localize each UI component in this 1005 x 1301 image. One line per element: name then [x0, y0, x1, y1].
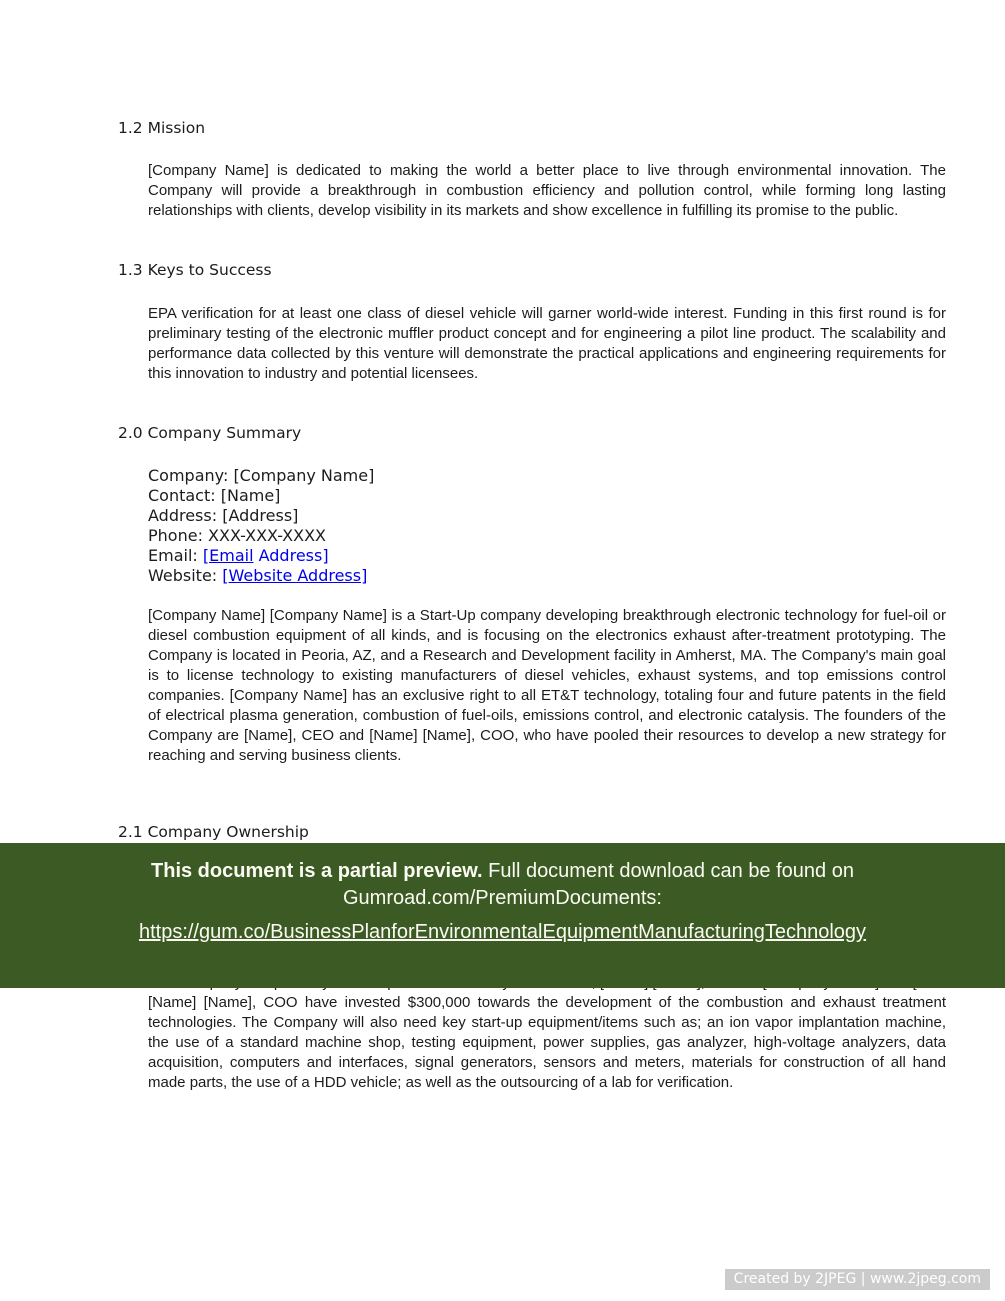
company-summary-paragraph: [Company Name] [Company Name] is a Start-Up company developing breakthrough electronic technology for fuel-oil or diesel combustion equipment of all kinds, and is focusing on the electronics exhaust after-treatment prototyping. The Company is located in Peoria, AZ, and a Research and Development facility in Amherst, MA. The Company's main goal is to license technology to existing manufacturers of diesel vehicles, exhaust systems, and top emissions control companies. [Company Name] has an exclusive right to all ET&T technology, totaling four and future patents in the field of electrical plasma generation, combustion of fuel-oils, emissions control, and electronic catalysis. The founders of the Company are [Name], CEO and [Name] [Name], COO, who have pooled their resources to develop a new strategy for reaching and serving business clients.	[148, 607, 946, 764]
mission-paragraph: [Company Name] is dedicated to making the world a better place to live through environmental innovation. The Company will provide a breakthrough in combustion efficiency and pollution control, while forming long lasting relationships with clients, develop visibility in its markets and show excellence in fulfilling its promise to the public.	[148, 162, 946, 219]
email-link-rest[interactable]: Address]	[258, 546, 329, 565]
section-heading-company-ownership: 2.1 Company Ownership	[118, 823, 309, 841]
preview-banner-line-1	[0, 858, 1005, 884]
email-link[interactable]: [Email	[202, 546, 254, 565]
email-label: Email:	[148, 546, 198, 565]
address-value: [Address]	[222, 506, 299, 525]
gumroad-link[interactable]: https://gum.co/BusinessPlanforEnvironmentalEquipmentManufacturingTechnology	[138, 921, 867, 943]
address-label: Address:	[148, 506, 218, 525]
contact-address-line	[148, 506, 374, 526]
company-value: [Company Name]	[233, 466, 375, 485]
preview-banner-link-line	[0, 919, 1005, 945]
contact-contact-line	[148, 486, 374, 506]
contact-label: Contact:	[148, 486, 216, 505]
section-heading-company-summary: 2.0 Company Summary	[118, 424, 302, 442]
contact-website-line	[148, 566, 374, 586]
section-heading-mission: 1.2 Mission	[118, 119, 206, 137]
phone-value: XXX-XXX-XXXX	[208, 526, 327, 545]
website-label: Website:	[148, 566, 218, 585]
phone-label: Phone:	[148, 526, 203, 545]
watermark: Created by 2JPEG | www.2jpeg.com	[725, 1269, 990, 1290]
preview-banner-regular-text: Full document download can be found on	[488, 860, 854, 882]
contact-company-line	[148, 466, 374, 486]
contact-block	[148, 466, 374, 586]
preview-banner	[0, 843, 1005, 988]
company-label: Company:	[148, 466, 229, 485]
preview-banner-line-2: Gumroad.com/PremiumDocuments:	[343, 887, 662, 909]
contact-value: [Name]	[220, 486, 281, 505]
contact-phone-line	[148, 526, 374, 546]
website-link[interactable]: [Website Address]	[222, 566, 368, 585]
contact-email-line	[148, 546, 374, 566]
company-ownership-paragraph: [Name] [Name], COO have invested $300,000 towards the development of the combustion and exhaust treatment technologies. The Company will also need key start-up equipment/items such as; an ion vapor implantation machine, the use of a standard machine shop, testing equipment, power supplies, gas analyzer, high-voltage analyzers, data acquisition, computers and interfaces, signal generators, sensors and meters, materials for construction of all hand made parts, the use of a HDD vehicle; as well as the outsourcing of a lab for verification.	[148, 994, 946, 1091]
section-heading-keys-to-success: 1.3 Keys to Success	[118, 261, 272, 279]
keys-to-success-paragraph: EPA verification for at least one class of diesel vehicle will garner world-wide interest. Funding in this first round is for preliminary testing of the electronic muffler product concept and for engineering a pilot line product. The scalability and performance data collected by this venture will demonstrate the practical applications and engineering requirements for this innovation to industry and potential licensees.	[148, 305, 946, 382]
preview-banner-bold-text: This document is a partial preview.	[151, 860, 483, 882]
